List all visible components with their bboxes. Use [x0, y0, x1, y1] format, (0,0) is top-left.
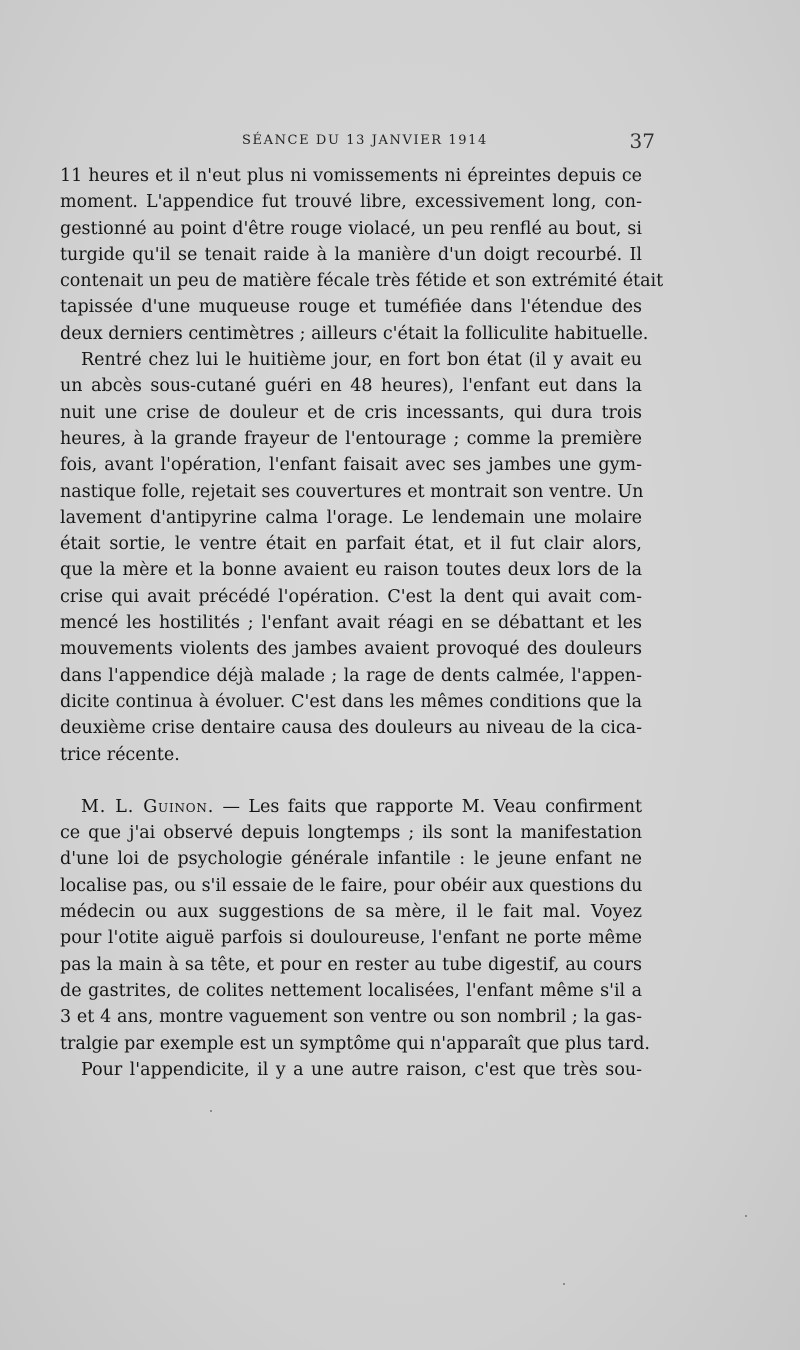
- text-line: nuit une crise de douleur et de cris incessants, qui dura trois: [60, 402, 642, 423]
- paragraph-4: [60, 1057, 642, 1083]
- text-line: tralgie par exemple est un symptôme qui n'apparaît que plus tard.: [60, 1033, 650, 1054]
- text-line: gestionné au point d'être rouge violacé, un peu renflé au bout, si: [60, 218, 642, 239]
- text-line: dans l'appendice déjà malade ; la rage de dents calmée, l'appen-: [60, 665, 642, 686]
- paragraph-1: [60, 163, 664, 347]
- text-line: que la mère et la bonne avaient eu raison toutes deux lors de la: [60, 560, 642, 581]
- text-line: dicite continua à évoluer. C'est dans les mêmes conditions que la: [60, 691, 642, 712]
- text-line: Pour l'appendicite, il y a une autre raison, c'est que très sou-: [81, 1059, 642, 1080]
- text-line: contenait un peu de matière fécale très fétide et son extrémité était: [60, 271, 664, 292]
- paper-speck: [745, 1215, 747, 1217]
- text-line: un abcès sous-cutané guéri en 48 heures), l'enfant eut dans la: [60, 376, 642, 397]
- text-line: de gastrites, de colites nettement localisées, l'enfant même s'il a: [60, 980, 642, 1001]
- text-line: mouvements violents des jambes avaient provoqué des douleurs: [60, 639, 642, 660]
- paper-speck: [210, 1110, 212, 1112]
- text-line: turgide qu'il se tenait raide à la manière d'un doigt recourbé. Il: [60, 244, 642, 265]
- body-text: [60, 163, 664, 1083]
- text-line: pour l'otite aiguë parfois si douloureuse, l'enfant ne porte même: [60, 928, 642, 949]
- text-line: d'une loi de psychologie générale infantile : le jeune enfant ne: [60, 849, 642, 870]
- text-line-with-speaker: [60, 794, 642, 820]
- paper-speck: [563, 1283, 565, 1285]
- text-line: localise pas, ou s'il essaie de le faire, pour obéir aux questions du: [60, 875, 643, 896]
- speaker-remark: — Les faits que rapporte M. Veau confirment: [214, 796, 642, 817]
- text-line: ce que j'ai observé depuis longtemps ; ils sont la manifestation: [60, 823, 642, 844]
- text-line: 3 et 4 ans, montre vaguement son ventre ou son nombril ; la gas-: [60, 1007, 642, 1028]
- text-line: médecin ou aux suggestions de sa mère, il le fait mal. Voyez: [60, 902, 642, 923]
- paragraph-3: [60, 794, 650, 1057]
- text-line: était sortie, le ventre était en parfait état, et il fut clair alors,: [60, 534, 642, 555]
- paragraph-spacer: [60, 768, 642, 794]
- page-number: 37: [629, 129, 655, 153]
- text-line: moment. L'appendice fut trouvé libre, excessivement long, con-: [60, 192, 642, 213]
- text-line: lavement d'antipyrine calma l'orage. Le lendemain une molaire: [60, 507, 642, 528]
- text-line: pas la main à sa tête, et pour en rester au tube digestif, au cours: [60, 954, 642, 975]
- text-line: deux derniers centimètres ; ailleurs c'était la folliculite habituelle.: [60, 323, 649, 344]
- text-line: nastique folle, rejetait ses couvertures et montrait son ventre. Un: [60, 481, 644, 502]
- text-line: trice récente.: [60, 744, 180, 765]
- speaker-name: M. L. Guinon.: [81, 796, 215, 817]
- text-line: fois, avant l'opération, l'enfant faisait avec ses jambes une gym-: [60, 455, 642, 476]
- running-title: SÉANCE DU 13 JANVIER 1914: [242, 133, 488, 148]
- text-line: deuxième crise dentaire causa des douleurs au niveau de la cica-: [60, 718, 642, 739]
- text-line: mencé les hostilités ; l'enfant avait réagi en se débattant et les: [60, 613, 642, 634]
- paragraph-2: [60, 347, 642, 768]
- text-line: 11 heures et il n'eut plus ni vomissements ni épreintes depuis ce: [60, 166, 642, 186]
- text-line: crise qui avait précédé l'opération. C'est la dent qui avait com-: [60, 586, 642, 607]
- text-line: tapissée d'une muqueuse rouge et tuméfiée dans l'étendue des: [60, 297, 642, 318]
- text-line: heures, à la grande frayeur de l'entourage ; comme la première: [60, 428, 642, 449]
- text-line: Rentré chez lui le huitième jour, en fort bon état (il y avait eu: [81, 350, 642, 371]
